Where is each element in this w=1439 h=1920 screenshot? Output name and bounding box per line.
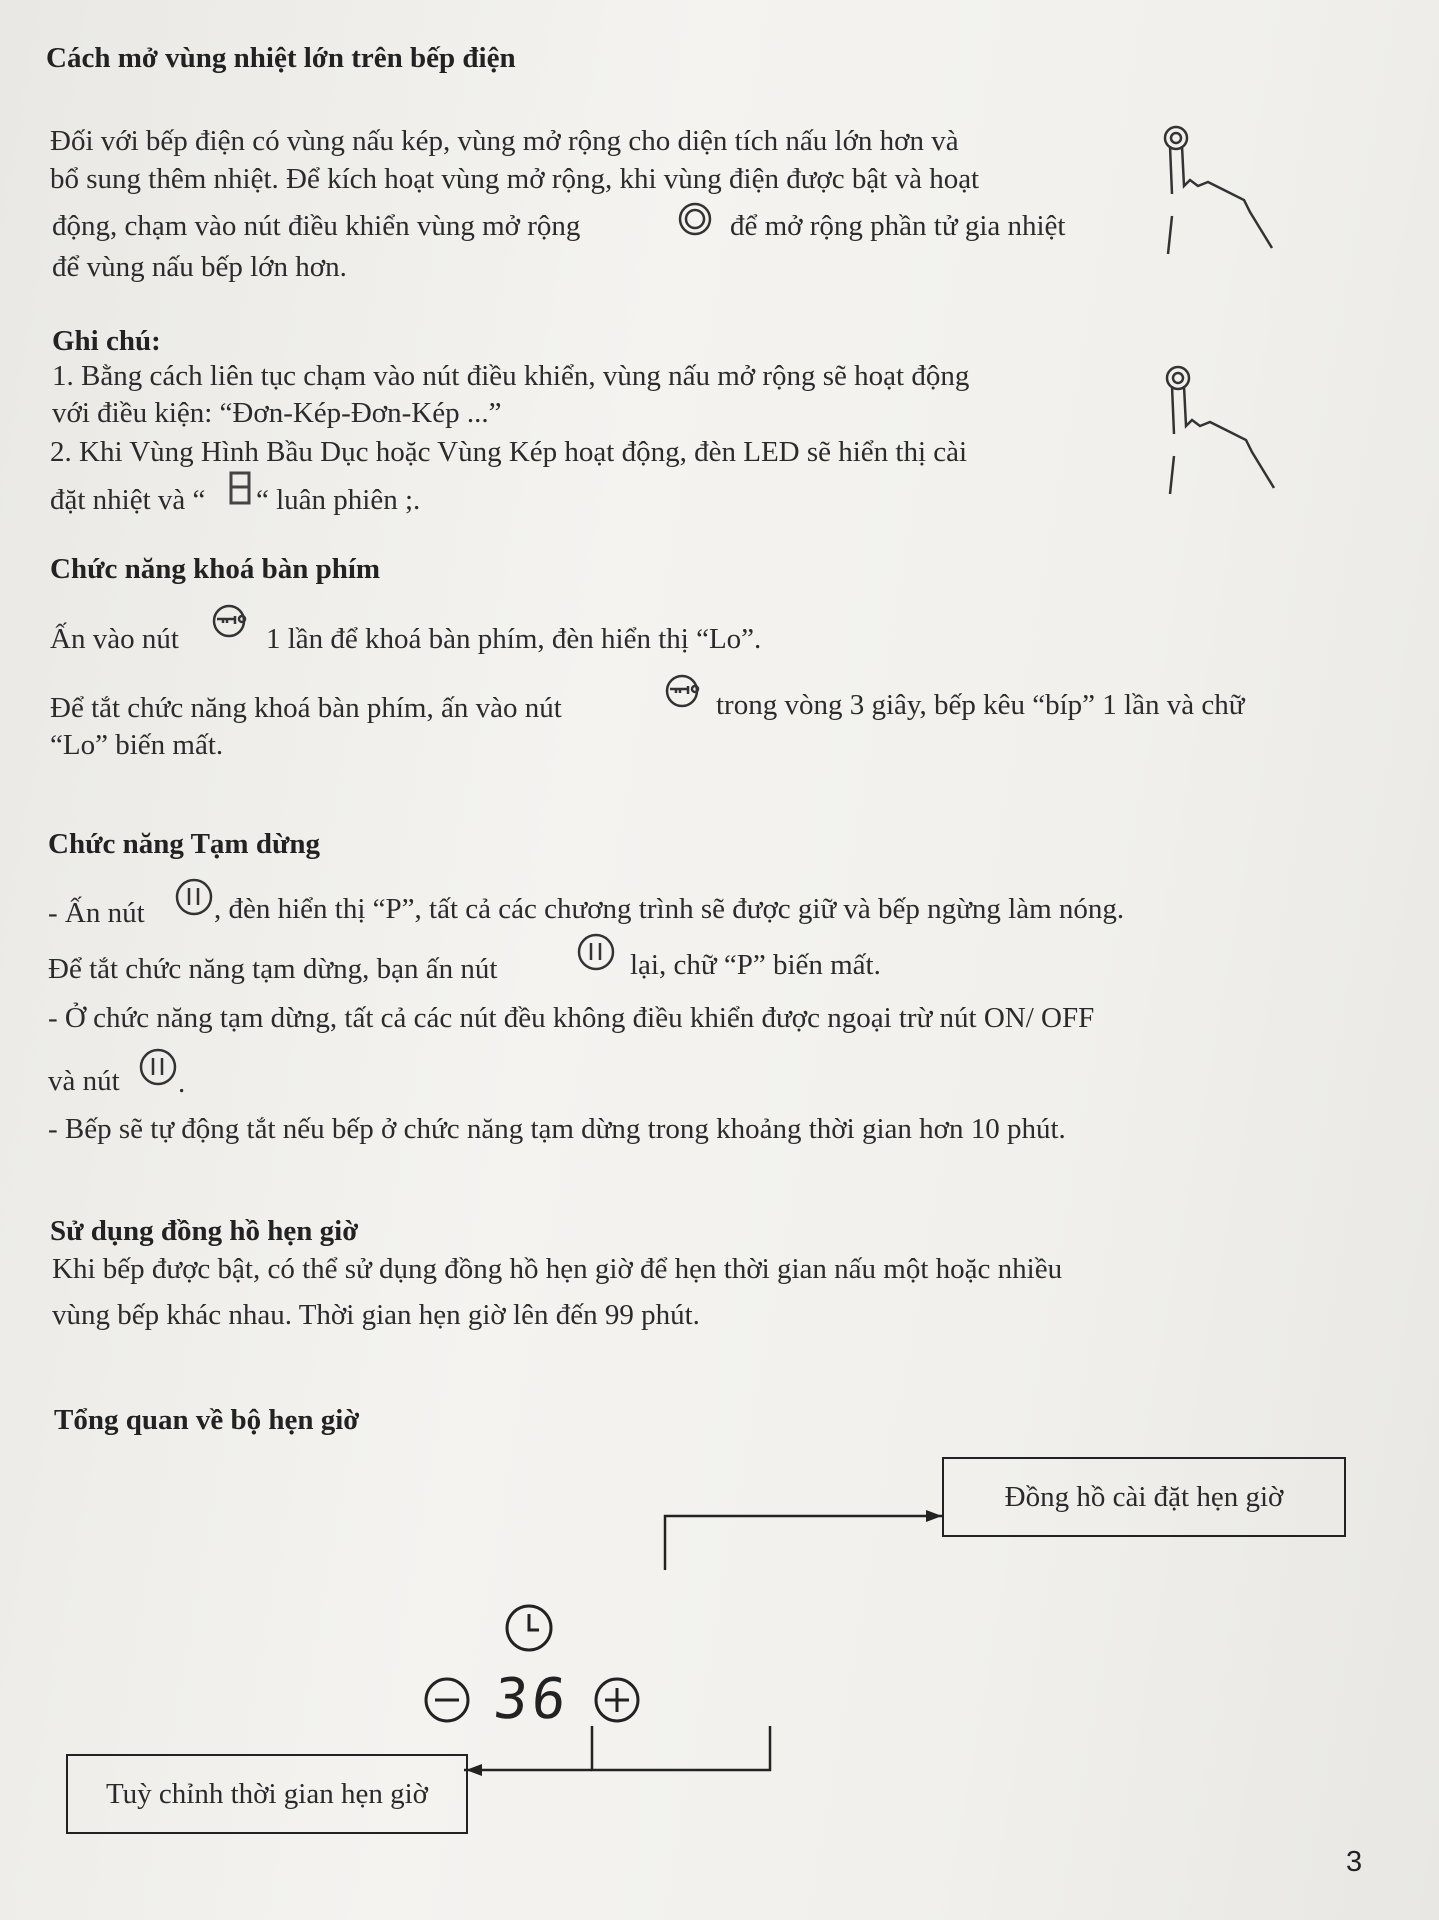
notes-line: với điều kiện: “Đơn-Kép-Đơn-Kép ...” <box>52 397 502 429</box>
notes-title: Ghi chú: <box>52 325 161 357</box>
notes-line: 2. Khi Vùng Hình Bầu Dục hoặc Vùng Kép hoạt động, đèn LED sẽ hiển thị cài <box>50 436 968 468</box>
keylock-line: Ấn vào nút <box>50 623 179 655</box>
minus-icon[interactable] <box>422 1675 472 1725</box>
timer-display-value: 36 <box>490 1667 573 1732</box>
pause-line: - Ở chức năng tạm dừng, tất cả các nút đều không điều khiển được ngoại trừ nút ON/ OFF <box>48 1002 1095 1034</box>
timer-line: Khi bếp được bật, có thể sử dụng đồng hồ hẹn giờ để hẹn thời gian nấu một hoặc nhiều <box>52 1253 1063 1285</box>
section-title-timer-overview: Tổng quan về bộ hẹn giờ <box>54 1404 360 1436</box>
notes-line: 1. Bằng cách liên tục chạm vào nút điều khiển, vùng nấu mở rộng sẽ hoạt động <box>52 360 970 392</box>
section-title-keylock: Chức năng khoá bàn phím <box>50 553 381 585</box>
connector-clock <box>665 1516 942 1570</box>
paragraph-line: động, chạm vào nút điều khiển vùng mở rộng <box>52 210 581 242</box>
paragraph-line: bổ sung thêm nhiệt. Để kích hoạt vùng mở rộng, khi vùng điện được bật và hoạt <box>50 163 980 195</box>
paragraph-line: để vùng nấu bếp lớn hơn. <box>52 251 347 283</box>
plus-icon[interactable] <box>592 1675 642 1725</box>
timer-line: vùng bếp khác nhau. Thời gian hẹn giờ lên đến 99 phút. <box>52 1299 700 1331</box>
section-title-timer: Sử dụng đồng hồ hẹn giờ <box>50 1215 359 1247</box>
label-adjust-text: Tuỳ chỉnh thời gian hẹn giờ <box>105 1777 429 1810</box>
pause-line: Để tắt chức năng tạm dừng, bạn ấn nút <box>48 953 498 985</box>
keylock-line: trong vòng 3 giây, bếp kêu “bíp” 1 lần và chữ <box>716 689 1245 721</box>
keylock-line: Để tắt chức năng khoá bàn phím, ấn vào nút <box>50 692 562 724</box>
arrowhead-adjust <box>466 1764 482 1776</box>
section-title-pause: Chức năng Tạm dừng <box>48 828 320 860</box>
notes-line: đặt nhiệt và “ <box>50 484 206 516</box>
arrowhead-clock <box>926 1510 942 1522</box>
keylock-line: 1 lần để khoá bàn phím, đèn hiển thị “Lo”. <box>266 623 762 655</box>
pause-line: - Ấn nút <box>48 897 145 929</box>
page-number: 3 <box>1346 1846 1363 1878</box>
pause-line: . <box>178 1067 186 1099</box>
notes-line: “ luân phiên ;. <box>256 484 421 516</box>
paragraph-line: Đối với bếp điện có vùng nấu kép, vùng mở rộng cho diện tích nấu lớn hơn và <box>50 125 959 157</box>
connector-adjust-bracket <box>592 1726 770 1770</box>
label-clock-text: Đồng hồ cài đặt hẹn giờ <box>1004 1480 1284 1513</box>
keylock-line: “Lo” biến mất. <box>50 729 224 761</box>
pause-line: và nút <box>48 1065 120 1097</box>
pause-line: , đèn hiển thị “P”, tất cả các chương trình sẽ được giữ và bếp ngừng làm nóng. <box>214 893 1125 925</box>
section-title-dual-zone: Cách mở vùng nhiệt lớn trên bếp điện <box>46 42 516 74</box>
clock-icon <box>503 1602 555 1654</box>
pause-line: lại, chữ “P” biến mất. <box>630 949 881 981</box>
pause-line: - Bếp sẽ tự động tắt nếu bếp ở chức năng tạm dừng trong khoảng thời gian hơn 10 phút. <box>48 1113 1066 1145</box>
paragraph-line: để mở rộng phần tử gia nhiệt <box>730 210 1066 242</box>
